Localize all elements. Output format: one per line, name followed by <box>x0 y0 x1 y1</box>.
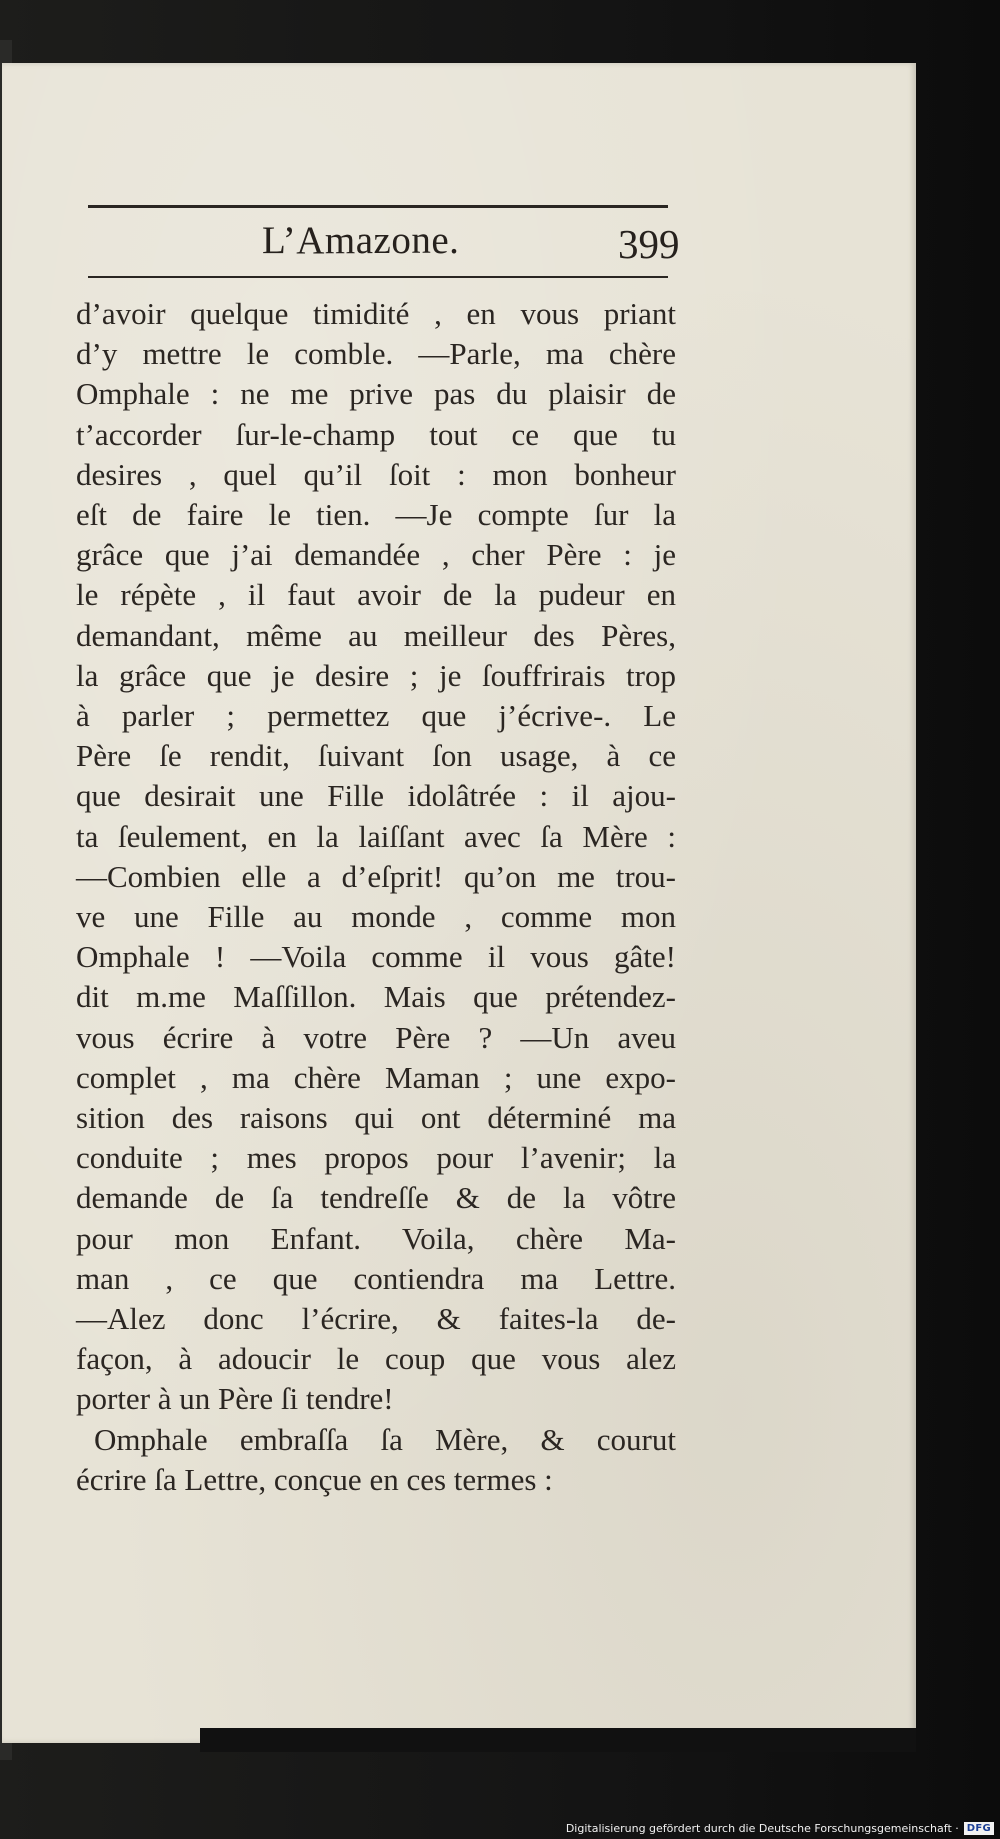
text-line: —Alez donc l’écrire, & faites-la de- <box>76 1301 676 1337</box>
text-line: Omphale ! —Voila comme il vous gâte! <box>76 939 676 975</box>
text-line: vous écrire à votre Père ? —Un aveu <box>76 1019 676 1055</box>
text-line: la grâce que je desire ; je ſouffrirais trop <box>76 657 676 693</box>
text-line: que desirait une Fille idolâtrée : il ajou- <box>76 778 676 814</box>
text-line: à parler ; permettez que j’écrive-. Le <box>76 698 676 734</box>
header-rule-bottom <box>88 276 668 278</box>
running-head <box>88 214 688 274</box>
text-line: écrire ſa Lettre, conçue en ces termes : <box>76 1461 553 1497</box>
text-line: Omphale embraſſa ſa Mère, & courut <box>94 1421 676 1457</box>
text-line: ta ſeulement, en la laiſſant avec ſa Mère : <box>76 818 676 854</box>
header-rule-top <box>88 205 668 208</box>
page-bottom-shadow <box>200 1728 916 1752</box>
text-line: pour mon Enfant. Voila, chère Ma- <box>76 1220 676 1256</box>
text-line: conduite ; mes propos pour l’avenir; la <box>76 1140 676 1176</box>
text-line: Omphale : ne me prive pas du plaisir de <box>76 376 676 412</box>
text-line: dit m.me Maſſillon. Mais que prétendez- <box>76 979 676 1015</box>
dfg-logo: DFG <box>964 1822 994 1835</box>
text-line: desires , quel qu’il ſoit : mon bonheur <box>76 456 676 492</box>
text-line: man , ce que contiendra ma Lettre. <box>76 1260 676 1296</box>
text-line: d’avoir quelque timidité , en vous priant <box>76 296 676 331</box>
running-title: L’Amazone. <box>262 219 460 262</box>
digitization-credit <box>566 1822 994 1835</box>
body-text <box>76 294 676 1500</box>
text-line: d’y mettre le comble. —Parle, ma chère <box>76 336 676 372</box>
text-line: —Combien elle a d’eſprit! qu’on me trou- <box>76 858 676 894</box>
text-line: t’accorder ſur-le-champ tout ce que tu <box>76 416 676 452</box>
text-line: porter à un Père ſi tendre! <box>76 1381 394 1417</box>
text-line: Père ſe rendit, ſuivant ſon usage, à ce <box>76 738 676 774</box>
text-line: eſt de faire le tien. —Je compte ſur la <box>76 497 676 533</box>
text-line: demande de ſa tendreſſe & de la vôtre <box>76 1180 676 1216</box>
text-line: sition des raisons qui ont déterminé ma <box>76 1100 676 1136</box>
text-line: complet , ma chère Maman ; une expo- <box>76 1059 676 1095</box>
text-line: façon, à adoucir le coup que vous alez <box>76 1341 676 1377</box>
text-line: grâce que j’ai demandée , cher Père : je <box>76 537 676 573</box>
credit-text: Digitalisierung gefördert durch die Deutsche Forschungsgemeinschaft · <box>565 1822 959 1835</box>
text-line: le répète , il faut avoir de la pudeur en <box>76 577 676 613</box>
page-number: 399 <box>618 221 680 267</box>
text-line: demandant, même au meilleur des Pères, <box>76 617 676 653</box>
text-line: ve une Fille au monde , comme mon <box>76 899 676 935</box>
